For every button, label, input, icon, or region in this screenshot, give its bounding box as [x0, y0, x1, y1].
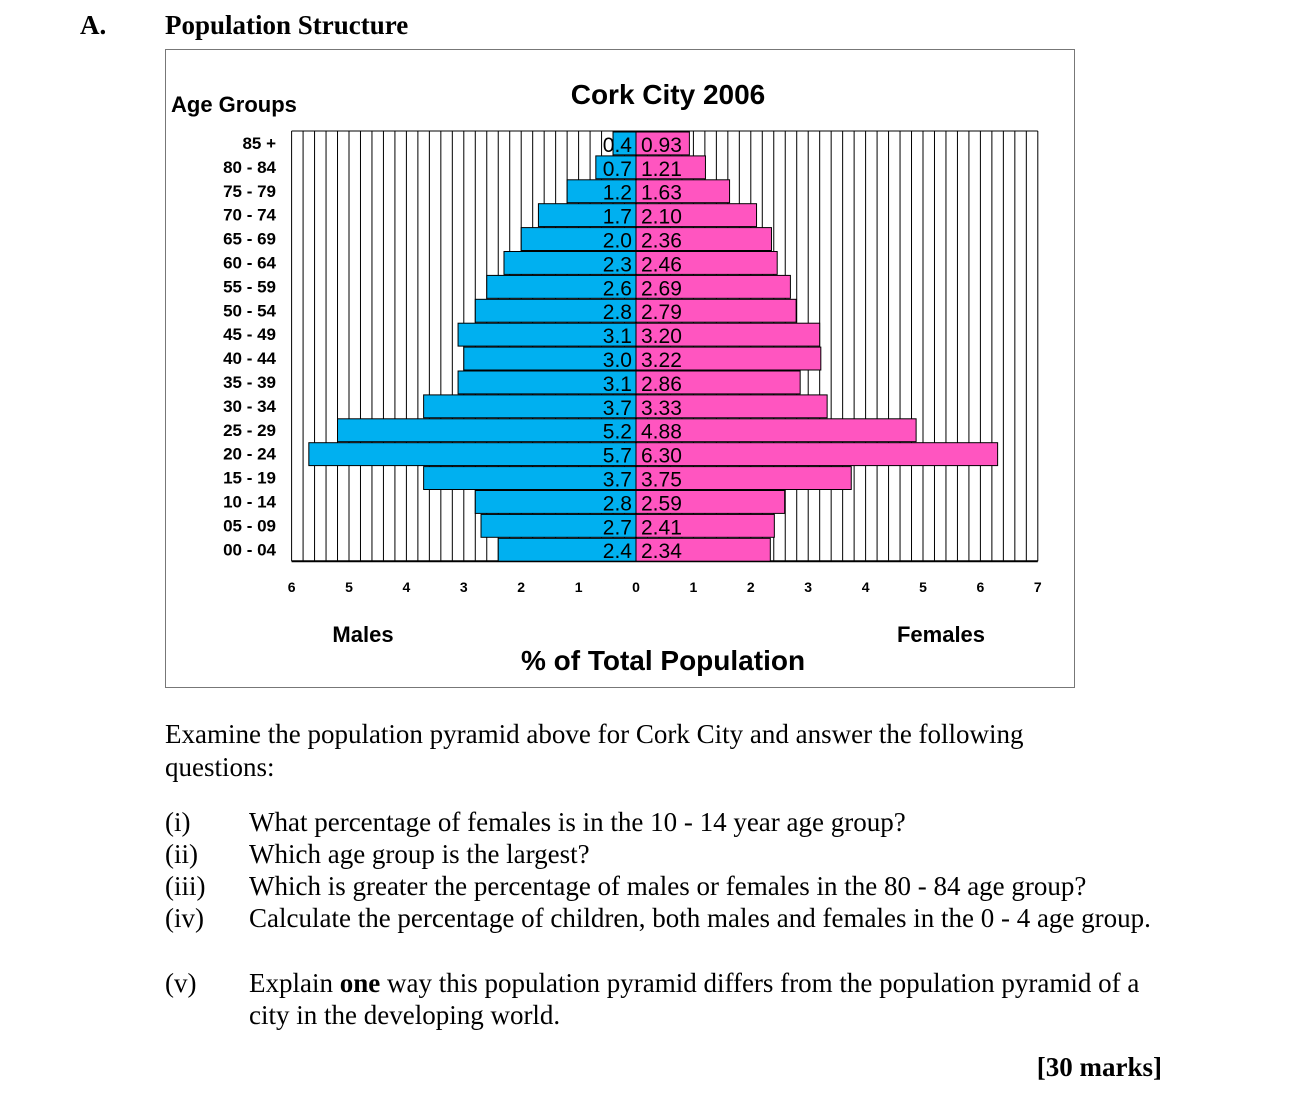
- male-bar: [309, 443, 636, 466]
- x-tick-label: 2: [517, 579, 526, 595]
- x-tick-label: 1: [574, 579, 583, 595]
- question-number: (iii): [165, 871, 206, 901]
- intro-text: Examine the population pyramid above for Cork City and answer the following questions:: [165, 719, 1024, 782]
- section-title: Population Structure: [165, 10, 409, 40]
- age-group-label: 00 - 04: [223, 540, 276, 560]
- population-pyramid-chart: [165, 49, 1075, 688]
- females-label: Females: [896, 622, 986, 647]
- age-group-label: 25 - 29: [223, 420, 276, 440]
- x-tick-label: 3: [804, 579, 813, 595]
- age-group-label: 45 - 49: [223, 325, 276, 345]
- female-data-label: 3.75: [641, 468, 682, 492]
- male-data-label: 3.0: [602, 349, 632, 372]
- female-data-label: 3.33: [641, 396, 682, 420]
- x-tick-label: 5: [919, 579, 927, 595]
- female-data-label: 2.46: [641, 253, 682, 277]
- male-data-label: 3.7: [602, 396, 632, 420]
- male-data-label: 1.7: [602, 205, 632, 229]
- x-tick-label: 1: [689, 579, 698, 595]
- female-data-label: 2.36: [641, 229, 682, 253]
- chart-title: Cork City 2006: [570, 79, 766, 110]
- female-data-label: 2.69: [641, 277, 682, 301]
- female-data-label: 2.10: [641, 205, 682, 229]
- age-group-label: 55 - 59: [223, 277, 276, 297]
- section-letter: A.: [80, 10, 107, 40]
- x-tick-label: 5: [345, 579, 353, 595]
- male-data-label: 5.2: [602, 420, 632, 444]
- age-group-label: 20 - 24: [223, 444, 276, 464]
- question-text: What percentage of females is in the 10 - 14 year age group?: [249, 807, 906, 837]
- age-group-label: 80 - 84: [223, 157, 276, 177]
- question-number: (ii): [165, 839, 198, 869]
- question-text: [249, 967, 1169, 1031]
- x-tick-label: 6: [976, 579, 985, 595]
- age-group-label: 60 - 64: [223, 253, 276, 273]
- question-text-bold: one: [339, 968, 381, 998]
- question-text: Calculate the percentage of children, both males and females in the 0 - 4 age group.: [249, 903, 1151, 933]
- age-group-label: 15 - 19: [223, 468, 276, 488]
- male-data-label: 2.4: [602, 540, 632, 564]
- male-data-label: 2.8: [602, 492, 632, 516]
- x-tick-label: 4: [861, 579, 870, 595]
- x-axis-label: % of Total Population: [520, 645, 806, 676]
- age-group-label: 65 - 69: [223, 229, 276, 249]
- male-data-label: 3.7: [602, 468, 632, 492]
- male-data-label: 0.4: [602, 133, 632, 157]
- question-number: (iv): [165, 903, 204, 933]
- x-tick-label: 4: [402, 579, 411, 595]
- male-data-label: 2.8: [602, 301, 632, 325]
- male-data-label: 1.2: [602, 181, 632, 205]
- female-data-label: 6.30: [641, 444, 682, 468]
- female-data-label: 2.41: [641, 516, 682, 540]
- age-group-label: 85 +: [242, 134, 276, 153]
- marks-total: [30 marks]: [1036, 1052, 1162, 1082]
- female-data-label: 0.93: [641, 133, 682, 157]
- x-tick-label: 6: [287, 579, 296, 595]
- y-axis-label: Age Groups: [171, 92, 297, 117]
- female-bar: [636, 443, 998, 466]
- question-text-pre: Explain: [249, 968, 340, 998]
- age-group-label: 05 - 09: [223, 516, 276, 536]
- age-group-label: 70 - 74: [223, 205, 276, 225]
- age-group-label: 40 - 44: [223, 349, 276, 369]
- age-group-label: 75 - 79: [223, 181, 276, 201]
- male-data-label: 3.1: [602, 372, 632, 396]
- x-tick-label: 2: [746, 579, 755, 595]
- question-text-post: way this population pyramid differs from the population pyramid of a city in the developing world.: [249, 968, 1140, 1030]
- male-data-label: 0.7: [602, 157, 632, 181]
- female-data-label: 4.88: [641, 420, 682, 444]
- pyramid-svg: [166, 50, 1074, 687]
- male-bar: [338, 419, 636, 442]
- male-data-label: 2.0: [602, 229, 632, 253]
- x-tick-label: 0: [632, 579, 640, 595]
- males-label: Males: [332, 622, 394, 647]
- male-data-label: 2.7: [602, 516, 632, 540]
- female-data-label: 2.86: [641, 372, 682, 396]
- age-group-label: 50 - 54: [223, 301, 276, 321]
- female-data-label: 3.22: [641, 349, 682, 372]
- question-text: Which is greater the percentage of males or females in the 80 - 84 age group?: [249, 871, 1087, 901]
- male-data-label: 2.6: [602, 277, 632, 301]
- x-tick-label: 3: [459, 579, 468, 595]
- age-group-label: 30 - 34: [223, 396, 276, 416]
- male-data-label: 2.3: [602, 253, 632, 277]
- male-data-label: 3.1: [602, 325, 632, 349]
- female-data-label: 1.63: [641, 181, 682, 205]
- female-data-label: 2.79: [641, 301, 682, 325]
- age-group-label: 10 - 14: [223, 492, 276, 512]
- male-data-label: 5.7: [602, 444, 632, 468]
- age-group-label: 35 - 39: [223, 373, 276, 392]
- question-number: (i): [165, 807, 191, 837]
- question-text: Which age group is the largest?: [249, 839, 590, 869]
- female-data-label: 1.21: [641, 157, 682, 181]
- female-data-label: 2.59: [641, 492, 682, 516]
- female-data-label: 2.34: [641, 540, 682, 564]
- question-number: (v): [165, 968, 197, 998]
- x-tick-label: 7: [1033, 579, 1042, 595]
- female-data-label: 3.20: [641, 325, 682, 349]
